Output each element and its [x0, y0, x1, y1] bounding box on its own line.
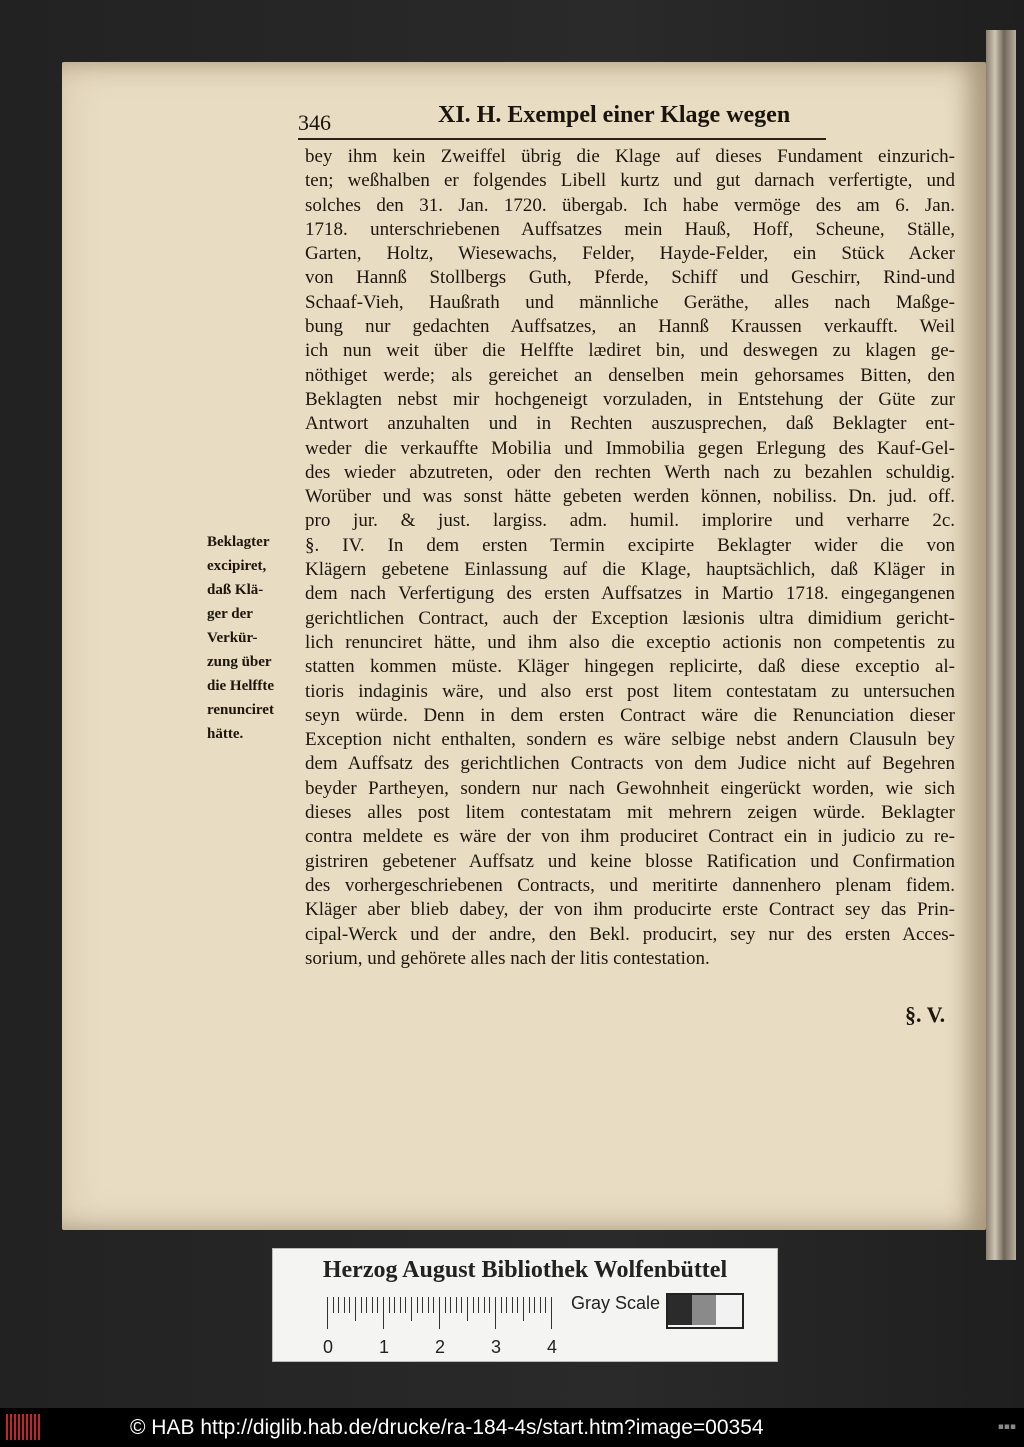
- body-line: Beklagten nebst mir hochgeneigt vorzuladen, in Entstehung der Güte zur: [305, 388, 955, 410]
- body-line: gistriren gebetener Auffsatz und keine blosse Ratification und Confirmation: [305, 850, 955, 872]
- ruler-tick: [534, 1297, 535, 1313]
- scale-ruler: [327, 1297, 567, 1329]
- ruler-tick: [366, 1297, 367, 1313]
- margin-note-line: excipiret,: [207, 558, 267, 574]
- ruler-tick: [349, 1297, 350, 1313]
- library-label-card: [272, 1248, 778, 1362]
- ruler-tick: [355, 1297, 356, 1321]
- ruler-tick: [422, 1297, 423, 1313]
- ruler-tick: [512, 1297, 513, 1313]
- body-line: sorium, und gehörete alles nach der litis contestation.: [305, 947, 710, 969]
- body-line: §. IV. In dem ersten Termin excipirte Beklagter wider die von: [305, 534, 955, 556]
- ruler-number: 2: [435, 1337, 446, 1357]
- ruler-tick: [540, 1297, 541, 1313]
- body-line: ich nun weit über die Helffte lædiret bin, und deswegen zu klagen ge-: [305, 340, 955, 362]
- margin-note-line: ger der: [207, 606, 253, 622]
- body-line: pro jur. & just. largiss. adm. humil. implorire und verharre 2c.: [305, 510, 955, 532]
- body-line: Exception nicht enthalten, sondern es wäre selbige nebst andern Clausuln bey: [305, 729, 955, 751]
- body-text: [305, 145, 955, 971]
- body-line: von Hannß Stollbergs Guth, Pferde, Schiff und Geschirr, Rind-und: [305, 267, 955, 289]
- ruler-tick: [333, 1297, 334, 1313]
- body-line: Antwort anzuhalten und in Rechten auszusprechen, daß Beklagter ent-: [305, 413, 955, 435]
- body-line: Klägern gebetene Einlassung auf die Klage, hauptsächlich, daß Kläger in: [305, 559, 955, 581]
- ruler-tick: [489, 1297, 490, 1313]
- ruler-number: 3: [491, 1337, 502, 1357]
- page-edge: [986, 30, 1016, 1260]
- body-line: 1718. unterschriebenen Auffsatzes mein Hauß, Hoff, Scheune, Ställe,: [305, 218, 955, 240]
- ruler-tick: [529, 1297, 530, 1313]
- ruler-tick: [361, 1297, 362, 1313]
- body-line: Kläger aber blieb dabey, der von ihm producirte erste Contract sey das Prin-: [305, 899, 955, 921]
- margin-note-line: daß Klä-: [207, 582, 264, 598]
- margin-note: [207, 530, 302, 746]
- ruler-number: 0: [323, 1337, 334, 1357]
- ruler-tick: [545, 1297, 546, 1313]
- body-line: dem Auffsatz des gerichtlichen Contracts von dem Judice nicht auf Begehren: [305, 753, 955, 775]
- ruler-tick: [445, 1297, 446, 1313]
- body-line: contra meldete es wäre der von ihm produciret Contract ein in judicio zu re-: [305, 826, 955, 848]
- running-title: XI. H. Exempel einer Klage wegen: [438, 102, 791, 128]
- margin-note-line: hätte.: [207, 726, 244, 742]
- header-rule: [298, 138, 826, 140]
- body-line: des vorhergeschriebenen Contracts, und meritirte dannenhero plenam fidem.: [305, 874, 955, 896]
- margin-note-line: Beklagter: [207, 534, 270, 550]
- margin-note-line: die Helffte: [207, 678, 275, 694]
- gray-swatch: [692, 1295, 716, 1325]
- library-name: Herzog August Bibliothek Wolfenbüttel: [322, 1257, 728, 1283]
- catchword: §. V.: [905, 1002, 946, 1027]
- ruler-tick: [344, 1297, 345, 1313]
- body-line: dem nach Verfertigung des ersten Auffsatzes in Martio 1718. eingegangenen: [305, 583, 955, 605]
- ruler-tick: [506, 1297, 507, 1313]
- ruler-tick: [338, 1297, 339, 1313]
- body-line: Worüber und was sonst hätte gebeten werden können, nobiliss. Dn. jud. off.: [305, 486, 955, 508]
- ruler-tick: [439, 1297, 440, 1329]
- ruler-tick: [433, 1297, 434, 1313]
- ruler-tick: [417, 1297, 418, 1313]
- ruler-tick: [495, 1297, 496, 1329]
- body-line: statten kommen müste. Kläger hingegen replicirte, daß diese exceptio al-: [305, 656, 955, 678]
- gray-swatch: [668, 1295, 692, 1325]
- ruler-tick: [517, 1297, 518, 1313]
- gray-scale-label: Gray Scale: [571, 1293, 661, 1313]
- ruler-number: 4: [547, 1337, 558, 1357]
- ruler-tick: [394, 1297, 395, 1313]
- body-line: seyn würde. Denn in dem ersten Contract wäre die Renunciation dieser: [305, 704, 955, 726]
- body-line: gerichtlichen Contract, auch der Exception læsionis ultra dimidium gericht-: [305, 607, 955, 629]
- margin-note-line: zung über: [207, 654, 272, 670]
- ruler-tick: [473, 1297, 474, 1313]
- body-line: lich renunciret hätte, und ihm also die exceptio actionis non competentis zu: [305, 631, 955, 653]
- ruler-tick: [467, 1297, 468, 1321]
- ruler-tick: [484, 1297, 485, 1313]
- ruler-tick: [523, 1297, 524, 1321]
- ruler-number: 1: [379, 1337, 390, 1357]
- ruler-tick: [405, 1297, 406, 1313]
- ruler-tick: [383, 1297, 384, 1329]
- body-line: dieses alles post litem contestatam mit mehrern zeigen würde. Beklagter: [305, 802, 955, 824]
- body-line: solches den 31. Jan. 1720. übergab. Ich habe vermöge des am 6. Jan.: [305, 194, 955, 216]
- ruler-tick: [389, 1297, 390, 1313]
- page-header: [298, 100, 808, 134]
- ruler-tick: [450, 1297, 451, 1313]
- body-line: beyder Partheyen, sondern nur nach Gewohnheit eingerückt worden, wie sich: [305, 777, 955, 799]
- ruler-tick: [327, 1297, 328, 1329]
- body-line: tioris indaginis wäre, und also erst post litem contestatam zu untersuchen: [305, 680, 955, 702]
- body-line: bey ihm kein Zweiffel übrig die Klage auf dieses Fundament einzurich-: [305, 146, 955, 167]
- footer-credit: © HAB http://diglib.hab.de/drucke/ra-184-4s/start.htm?image=00354: [130, 1416, 764, 1439]
- footer-bar: [0, 1408, 1024, 1447]
- ruler-tick: [551, 1297, 552, 1329]
- body-line: bung nur gedachten Auffsatzes, an Hannß Kraussen verkaufft. Weil: [305, 316, 955, 338]
- ruler-tick: [501, 1297, 502, 1313]
- gray-swatch: [716, 1295, 740, 1325]
- body-line: ten; weßhalben er folgendes Libell kurtz und gut darnach verfertigte, und: [305, 170, 955, 192]
- ruler-tick: [377, 1297, 378, 1313]
- body-line: cipal-Werck und der andre, den Bekl. producirt, sey nur des ersten Acces-: [305, 923, 955, 945]
- margin-note-line: renunciret: [207, 702, 274, 718]
- ruler-tick: [428, 1297, 429, 1313]
- ruler-tick: [372, 1297, 373, 1313]
- ruler-tick: [478, 1297, 479, 1313]
- margin-note-line: Verkür-: [207, 630, 258, 646]
- body-line: weder die verkauffte Mobilia und Immobilia gegen Erlegung des Kauf-Gel-: [305, 437, 955, 459]
- hab-logo-icon: [6, 1414, 40, 1440]
- footer-mark: ▪▪▪: [997, 1422, 1016, 1432]
- ruler-tick: [411, 1297, 412, 1321]
- ruler-tick: [400, 1297, 401, 1313]
- body-line: nöthiget werde; als gereichet an denselben mein gehorsames Bitten, den: [305, 364, 955, 386]
- ruler-tick: [456, 1297, 457, 1313]
- page-number: 346: [298, 110, 331, 135]
- body-line: Schaaf-Vieh, Haußrath und männliche Geräthe, alles nach Maßge-: [305, 291, 955, 313]
- body-line: des wieder abzutreten, oder den rechten Werth nach zu bezahlen schuldig.: [305, 461, 955, 483]
- body-line: Garten, Holtz, Wiesewachs, Felder, Hayde-Felder, ein Stück Acker: [305, 243, 955, 265]
- ruler-tick: [461, 1297, 462, 1313]
